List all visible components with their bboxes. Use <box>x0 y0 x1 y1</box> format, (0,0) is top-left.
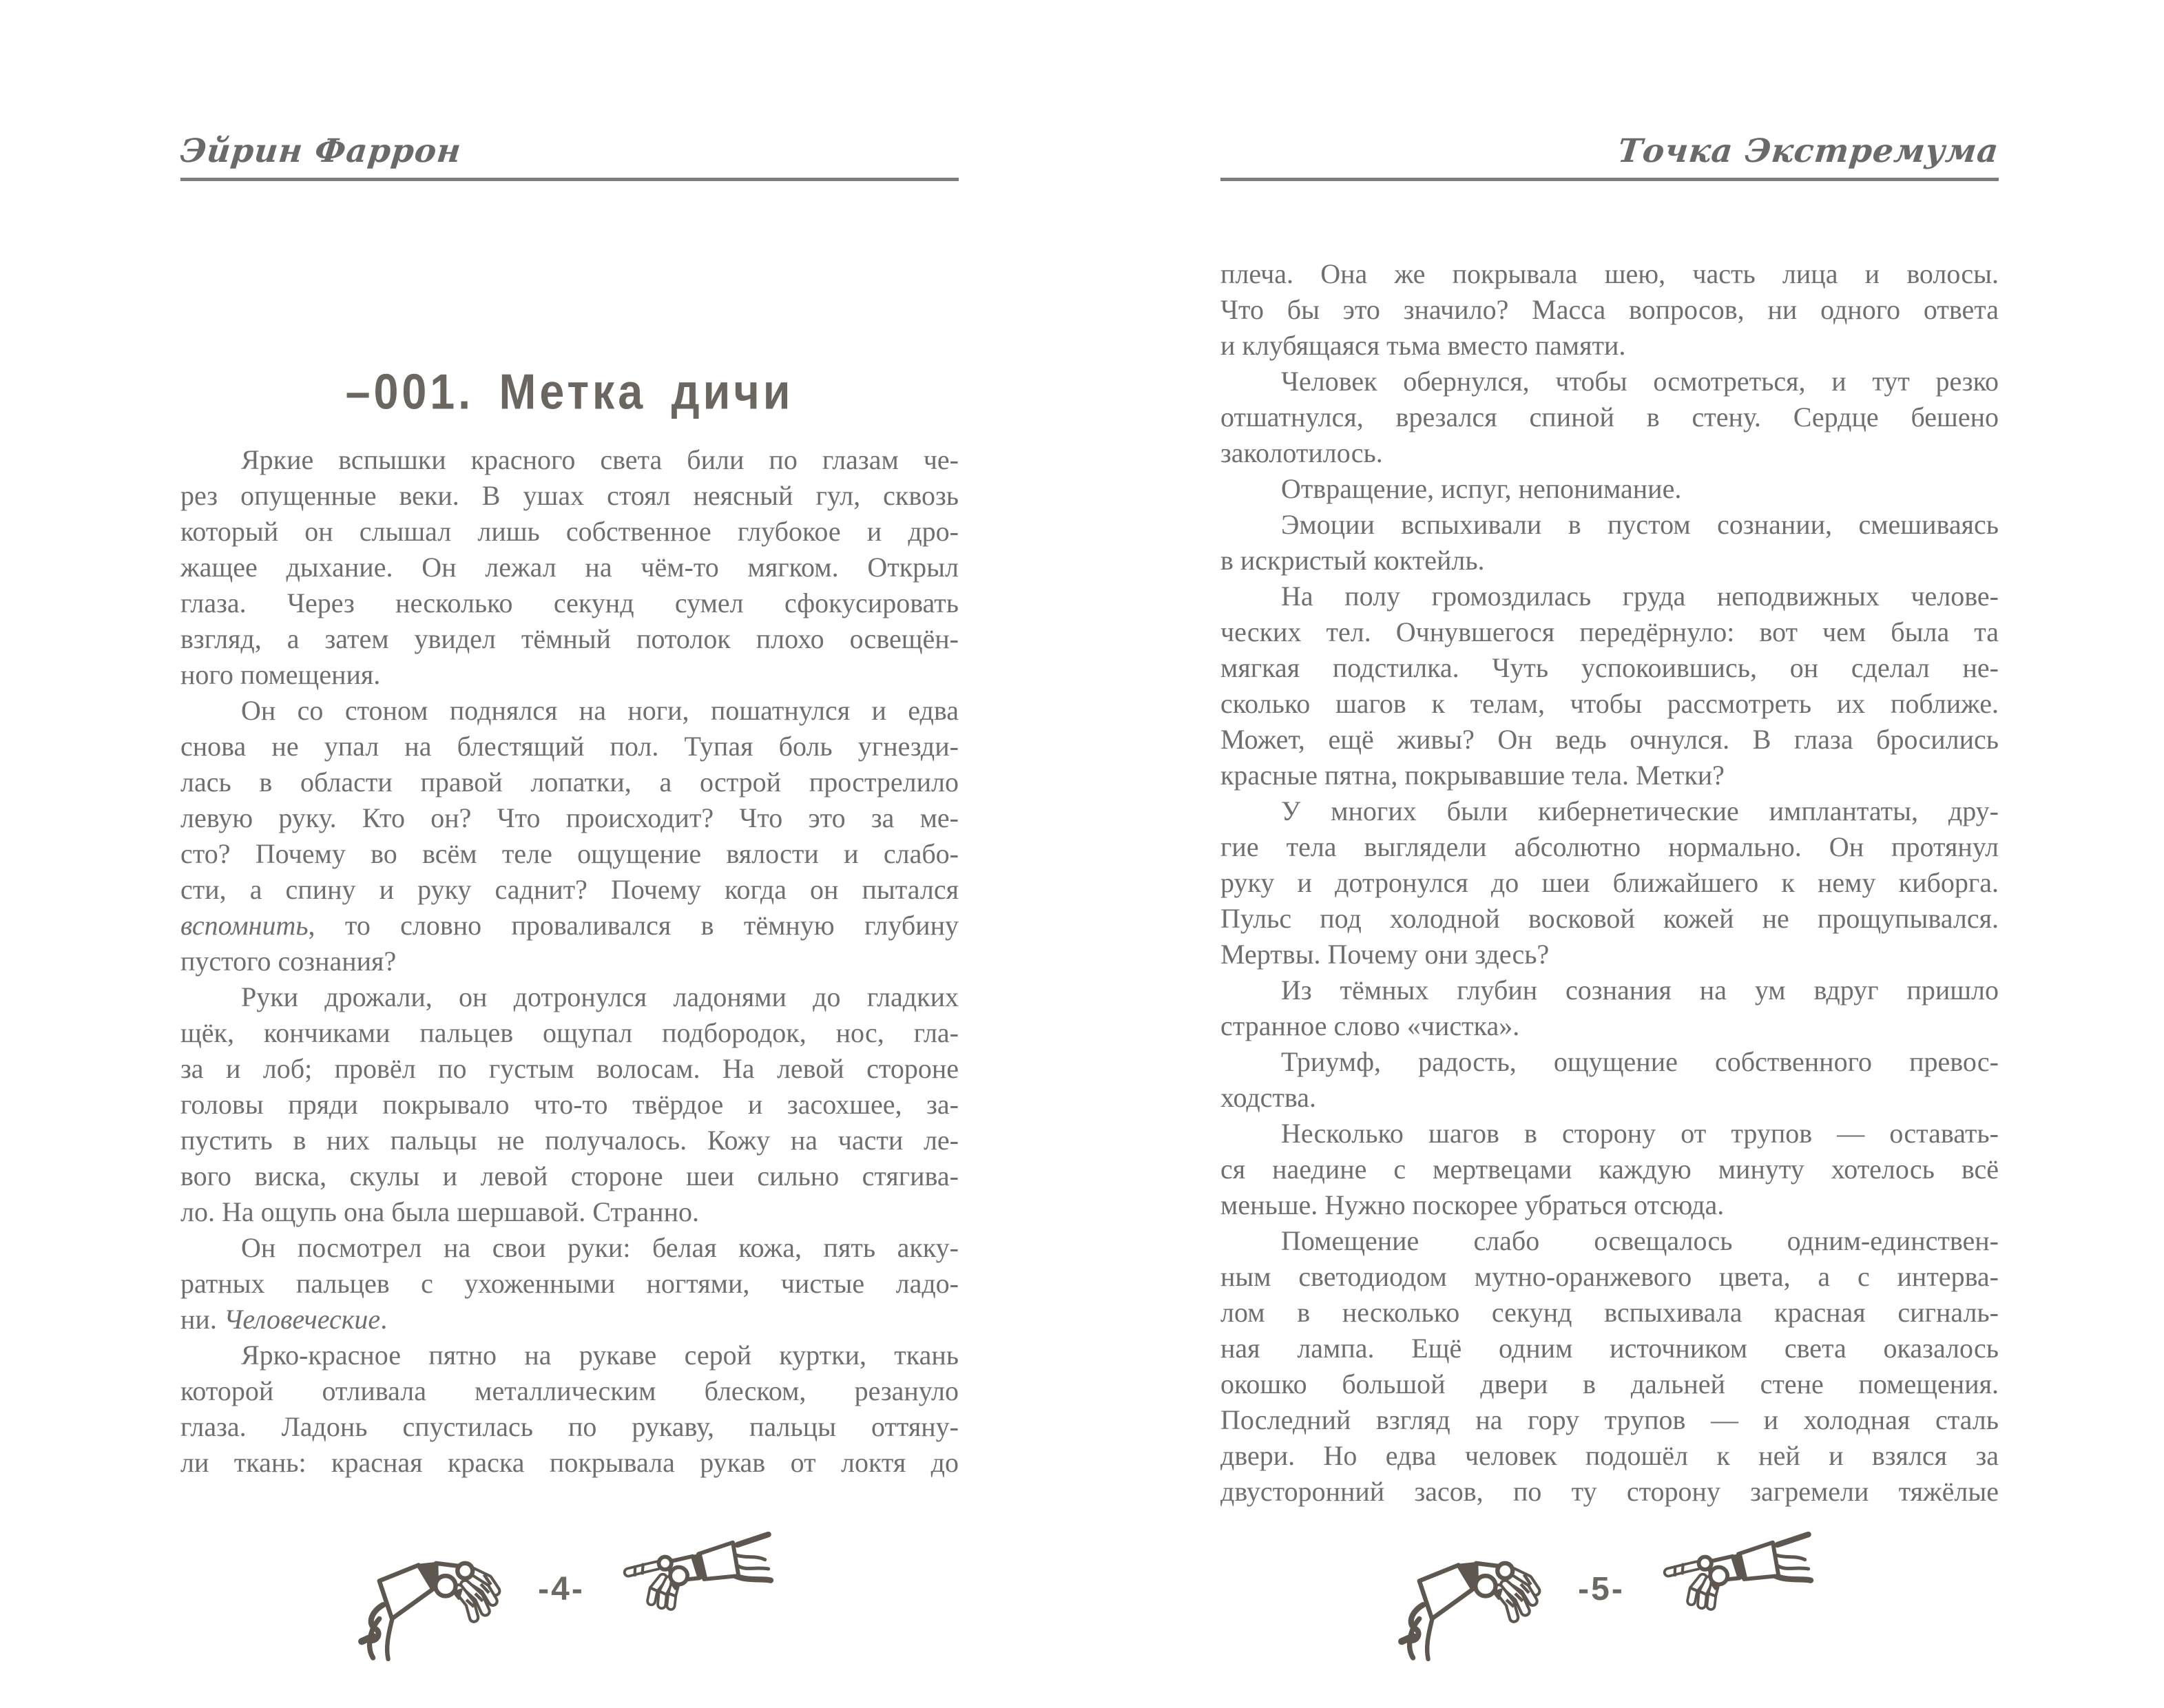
text-line: двусторонний засов, по ту сторону загремели тяжёлые <box>1220 1476 1999 1507</box>
header-rule <box>1220 178 1999 181</box>
text-line: меньше. Нужно поскорее убраться отсюда. <box>1220 1189 1725 1220</box>
text-line: головы пряди покрывало что-то твёрдое и засохшее, за- <box>180 1089 959 1120</box>
text-line: Пульс под холодной восковой кожей не прощупывался. <box>1220 903 1999 934</box>
page-footer <box>1220 1521 1999 1676</box>
text-line: ного помещения. <box>180 659 381 690</box>
text-line: гие тела выглядели абсолютно нормально. Он протянул <box>1220 831 1999 862</box>
text-line: ным светодиодом мутно-оранжевого цвета, а с интерва- <box>1220 1261 1999 1292</box>
paragraph <box>1220 793 1999 972</box>
header-rule <box>180 178 959 181</box>
paragraph <box>180 979 959 1230</box>
text-line: жащее дыхание. Он лежал на чём-то мягком. Открыл <box>180 552 959 583</box>
text-line: снова не упал на блестящий пол. Тупая боль угнезди- <box>180 731 959 762</box>
text-line: глаза. Ладонь спустилась по рукаву, пальцы оттяну- <box>180 1411 959 1442</box>
page-number: -5- <box>1578 1571 1625 1607</box>
text-line: Отвращение, испуг, непонимание. <box>1281 473 1682 504</box>
text-line: ло. На ощупь она была шершавой. Странно. <box>180 1196 699 1227</box>
text-line: ческих тел. Очнувшегося передёрнуло: вот чем была та <box>1220 616 1999 647</box>
paragraph <box>1220 1223 1999 1510</box>
text-line: странное слово «чистка». <box>1220 1010 1520 1041</box>
chapter-title: –001. Метка дичи <box>345 363 794 419</box>
text-line: Он со стоном поднялся на ноги, пошатнулся и едва <box>241 695 959 726</box>
text-line: сколько шагов к телам, чтобы рассмотреть их поближе. <box>1220 688 1999 719</box>
text-line: щёк, кончиками пальцев ощупал подбородок, нос, гла- <box>180 1017 959 1048</box>
paragraph <box>1220 507 1999 579</box>
cyborg-hand-pointing-icon <box>1659 1528 1831 1631</box>
text-line: ся наедине с мертвецами каждую минуту хотелось всё <box>1220 1154 1999 1185</box>
text-line: левую руку. Кто он? Что происходит? Что это за ме- <box>180 802 959 833</box>
paragraph <box>1220 1044 1999 1116</box>
text-line: лом в несколько секунд вспыхивала красная сигналь- <box>1220 1297 1999 1328</box>
text-line: Из тёмных глубин сознания на ум вдруг пришло <box>1281 975 1999 1006</box>
cyborg-hand-drooping-icon <box>1388 1530 1552 1676</box>
text-line: У многих были кибернетические имплантаты, дру- <box>1281 795 1999 826</box>
text-line: руку и дотронулся до шеи ближайшего к нему киборга. <box>1220 867 1999 898</box>
paragraph <box>1220 471 1999 507</box>
text-line: ни. Человеческие. <box>180 1304 388 1335</box>
text-line: отшатнулся, врезался спиной в стену. Сердце бешено <box>1220 402 1999 433</box>
text-line: и клубящаяся тьма вместо памяти. <box>1220 330 1626 361</box>
book-page-left <box>180 0 959 1708</box>
cyborg-hand-pointing-icon <box>619 1528 791 1631</box>
left-page-body <box>180 442 959 1481</box>
text-line: рез опущенные веки. В ушах стоял неясный гул, сквозь <box>180 480 959 511</box>
text-line: вспомнить, то словно проваливался в тёмную глубину <box>180 910 959 941</box>
text-line: мягкая подстилка. Чуть успокоившись, он сделал не- <box>1220 652 1999 683</box>
paragraph <box>180 442 959 693</box>
text-line: Может, ещё живы? Он ведь очнулся. В глаза бросились <box>1220 724 1999 755</box>
paragraph <box>180 1337 959 1481</box>
paragraph <box>180 693 959 979</box>
text-line: Яркие вспышки красного света били по глазам че- <box>241 444 959 475</box>
text-line: который он слышал лишь собственное глубокое и дро- <box>180 516 959 547</box>
text-line: которой отливала металлическим блеском, резануло <box>180 1375 959 1406</box>
text-line: двери. Но едва человек подошёл к ней и взялся за <box>1220 1440 1999 1471</box>
cyborg-hand-drooping-icon <box>348 1530 512 1676</box>
text-line: Помещение слабо освещалось одним-единствен- <box>1281 1225 1999 1256</box>
text-line: Триумф, радость, ощущение собственного превос- <box>1281 1046 1999 1077</box>
paragraph <box>1220 972 1999 1044</box>
text-line: за и лоб; провёл по густым волосам. На левой стороне <box>180 1053 959 1084</box>
text-line: в искристый коктейль. <box>1220 545 1485 576</box>
text-line: На полу громоздилась груда неподвижных челове- <box>1281 581 1999 612</box>
text-line: заколотилось. <box>1220 437 1383 468</box>
text-line: Ярко-красное пятно на рукаве серой куртки, ткань <box>241 1340 959 1371</box>
text-line: ратных пальцев с ухоженными ногтями, чистые ладо- <box>180 1268 959 1299</box>
text-line: глаза. Через несколько секунд сумел сфокусировать <box>180 587 959 618</box>
text-line: ная лампа. Ещё одним источником света оказалось <box>1220 1333 1999 1364</box>
text-line: лась в области правой лопатки, а острой прострелило <box>180 767 959 798</box>
text-line: ли ткань: красная краска покрывала рукав от локтя до <box>180 1447 959 1478</box>
running-head-book-title: Точка Экстремума <box>1616 132 2001 170</box>
text-line: вого виска, скулы и левой стороне шеи сильно стягива- <box>180 1160 959 1191</box>
text-line: Он посмотрел на свои руки: белая кожа, пять акку- <box>241 1232 959 1263</box>
paragraph <box>180 1230 959 1337</box>
text-line: Человек обернулся, чтобы осмотреться, и тут резко <box>1281 366 1999 397</box>
text-line: Последний взгляд на гору трупов — и холодная сталь <box>1220 1404 1999 1435</box>
text-line: окошко большой двери в дальней стене помещения. <box>1220 1368 1999 1399</box>
text-line: сто? Почему во всём теле ощущение вялости и слабо- <box>180 838 959 869</box>
page-footer <box>180 1521 959 1676</box>
paragraph <box>1220 1116 1999 1223</box>
text-line: ходства. <box>1220 1082 1317 1113</box>
text-line: Что бы это значило? Масса вопросов, ни одного ответа <box>1220 294 1999 325</box>
running-head-author: Эйрин Фаррон <box>178 132 464 170</box>
paragraph <box>1220 579 1999 793</box>
text-line: Эмоции вспыхивали в пустом сознании, смешиваясь <box>1281 509 1999 540</box>
text-line: пустого сознания? <box>180 946 397 977</box>
text-line: красные пятна, покрывавшие тела. Метки? <box>1220 760 1725 791</box>
text-line: Мертвы. Почему они здесь? <box>1220 939 1550 970</box>
text-line: Несколько шагов в сторону от трупов — оставать- <box>1281 1118 1999 1149</box>
text-line: взгляд, а затем увидел тёмный потолок плохо освещён- <box>180 623 959 654</box>
page-number: -4- <box>538 1571 585 1607</box>
paragraph <box>1220 256 1999 364</box>
text-line: пустить в них пальцы не получалось. Кожу на части ле- <box>180 1125 959 1156</box>
text-line: Руки дрожали, он дотронулся ладонями до гладких <box>241 981 959 1012</box>
right-page-body <box>1220 256 1999 1510</box>
paragraph <box>1220 364 1999 471</box>
book-page-right <box>1220 0 1999 1708</box>
text-line: сти, а спину и руку саднит? Почему когда он пытался <box>180 874 959 905</box>
text-line: плеча. Она же покрывала шею, часть лица и волосы. <box>1220 258 1999 289</box>
